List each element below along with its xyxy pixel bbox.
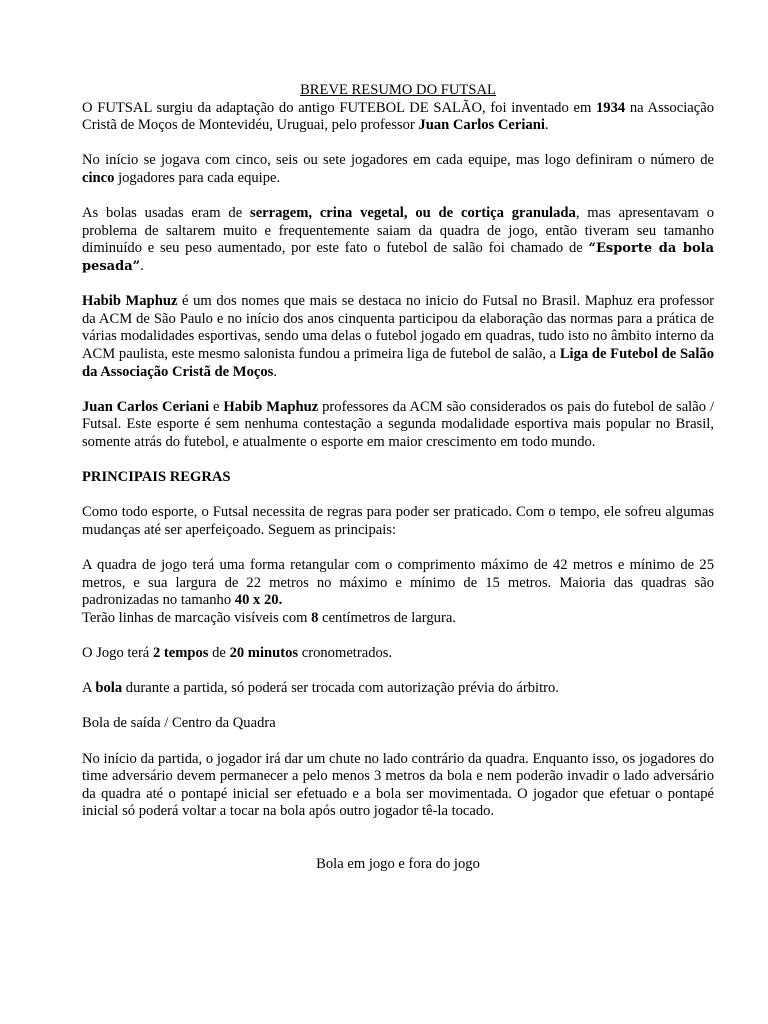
paragraph-lines	[82, 610, 714, 628]
paragraph-players	[82, 152, 714, 187]
paragraph-founders	[82, 399, 714, 452]
bold-text: “Esporte da bola pesada”	[82, 241, 714, 274]
text: .	[273, 363, 277, 380]
bold-text: cinco	[82, 169, 115, 186]
text: professores da ACM são considerados os pais do futebol de salão / Futsal. Este esporte é sem nenhuma contestação a segunda modalidade esportiva mais popular no Brasil, somente atrás do futebol, e atualmente o esporte em maior crescimento em todo mundo.	[82, 398, 715, 450]
text: na Associação Cristã de Moços de Montevidéu, Uruguai, pelo professor	[82, 99, 714, 134]
section-heading: PRINCIPAIS REGRAS	[82, 469, 231, 486]
text: As bolas usadas eram de	[82, 205, 251, 222]
text: A	[82, 680, 96, 697]
text: jogadores para cada equipe.	[114, 169, 281, 186]
paragraph-court	[82, 557, 714, 610]
text: A quadra de jogo terá uma forma retangular com o comprimento máximo de 42 metros e mínimo de 25 metros, e sua largura de 22 metros no máximo e mínimo de 15 metros. Maioria das quadras são padronizadas no tamanho	[82, 557, 714, 609]
text: de	[208, 645, 230, 661]
text: cronometrados.	[298, 645, 393, 661]
paragraph-kickoff: No início da partida, o jogador irá dar um chute no lado contrário da quadra. Enquanto isso, os jogadores do time adversário devem permanecer a pelo menos 3 metros da bola e nem poderão invadir o lado adversário da quadra até o pontapé inicial ser efetuado e a bola ser movimentada. O jogador que efetuar o pontapé inicial só poderá voltar a tocar na bola após outro jogador tê-la tocado.	[82, 750, 714, 820]
bold-text: serragem, crina vegetal, ou de cortiça granulada	[250, 205, 576, 222]
paragraph-ball	[82, 680, 714, 698]
bold-text: Habib Maphuz	[82, 293, 178, 310]
document-title: BREVE RESUMO DO FUTSAL	[300, 82, 496, 98]
paragraph-origin	[82, 100, 714, 135]
text: No início se jogava com cinco, seis ou sete jogadores em cada equipe, mas logo definiram o número de	[82, 152, 714, 169]
paragraph-balls	[82, 205, 714, 275]
paragraph-rules-intro: Como todo esporte, o Futsal necessita de regras para poder ser praticado. Com o tempo, ele sofreu algumas mudanças até ser aperfeiçoado. Seguem as principais:	[82, 504, 714, 538]
paragraph-kickoff-heading: Bola de saída / Centro da Quadra	[82, 715, 276, 732]
bold-text: 40 x 20.	[234, 592, 283, 609]
bold-text: Juan Carlos Ceriani	[82, 398, 210, 415]
text: O Jogo terá	[82, 645, 153, 661]
text: , mas apresentavam o problema de saltarem muito e frequentemente saiam da quadra de jogo, então tiveram seu tamanho diminuído e seu peso aumentado, por este fato o futebol de salão foi chamado de	[82, 205, 714, 257]
text: Terão linhas de marcação visíveis com	[82, 609, 312, 626]
bold-text: 8	[311, 609, 319, 626]
document-page	[82, 82, 714, 891]
bold-text: bola	[95, 680, 123, 697]
text: O FUTSAL surgiu da adaptação do antigo FUTEBOL DE SALÃO, foi inventado em	[82, 99, 596, 116]
text: durante a partida, só poderá ser trocada com autorização prévia do árbitro.	[122, 680, 559, 697]
bold-text: Habib Maphuz	[223, 398, 319, 415]
bold-text: Liga de Futebol de Salão da Associação Cristã de Moços	[82, 345, 715, 380]
paragraph-maphuz	[82, 293, 714, 381]
bold-text: Juan Carlos Ceriani	[418, 117, 545, 134]
text: .	[140, 257, 144, 274]
text: centímetros de largura.	[318, 609, 456, 626]
text: e	[209, 398, 224, 415]
text: .	[544, 117, 549, 134]
paragraph-time	[82, 645, 714, 663]
bold-text: 20 minutos	[229, 645, 299, 661]
paragraph-ball-in-play: Bola em jogo e fora do jogo	[316, 855, 480, 872]
bold-text: 1934	[596, 99, 626, 116]
text: é um dos nomes que mais se destaca no inicio do Futsal no Brasil. Maphuz era professor da ACM de São Paulo e no início dos anos cinquenta participou da elaboração das normas para a prática de várias modalidades esportivas, sendo uma delas o futebol jogado em quadras, tudo isto no âmbito interno da ACM paulista, este mesmo salonista fundou a primeira liga de futebol de salão, a	[82, 293, 714, 362]
bold-text: 2 tempos	[152, 645, 209, 661]
